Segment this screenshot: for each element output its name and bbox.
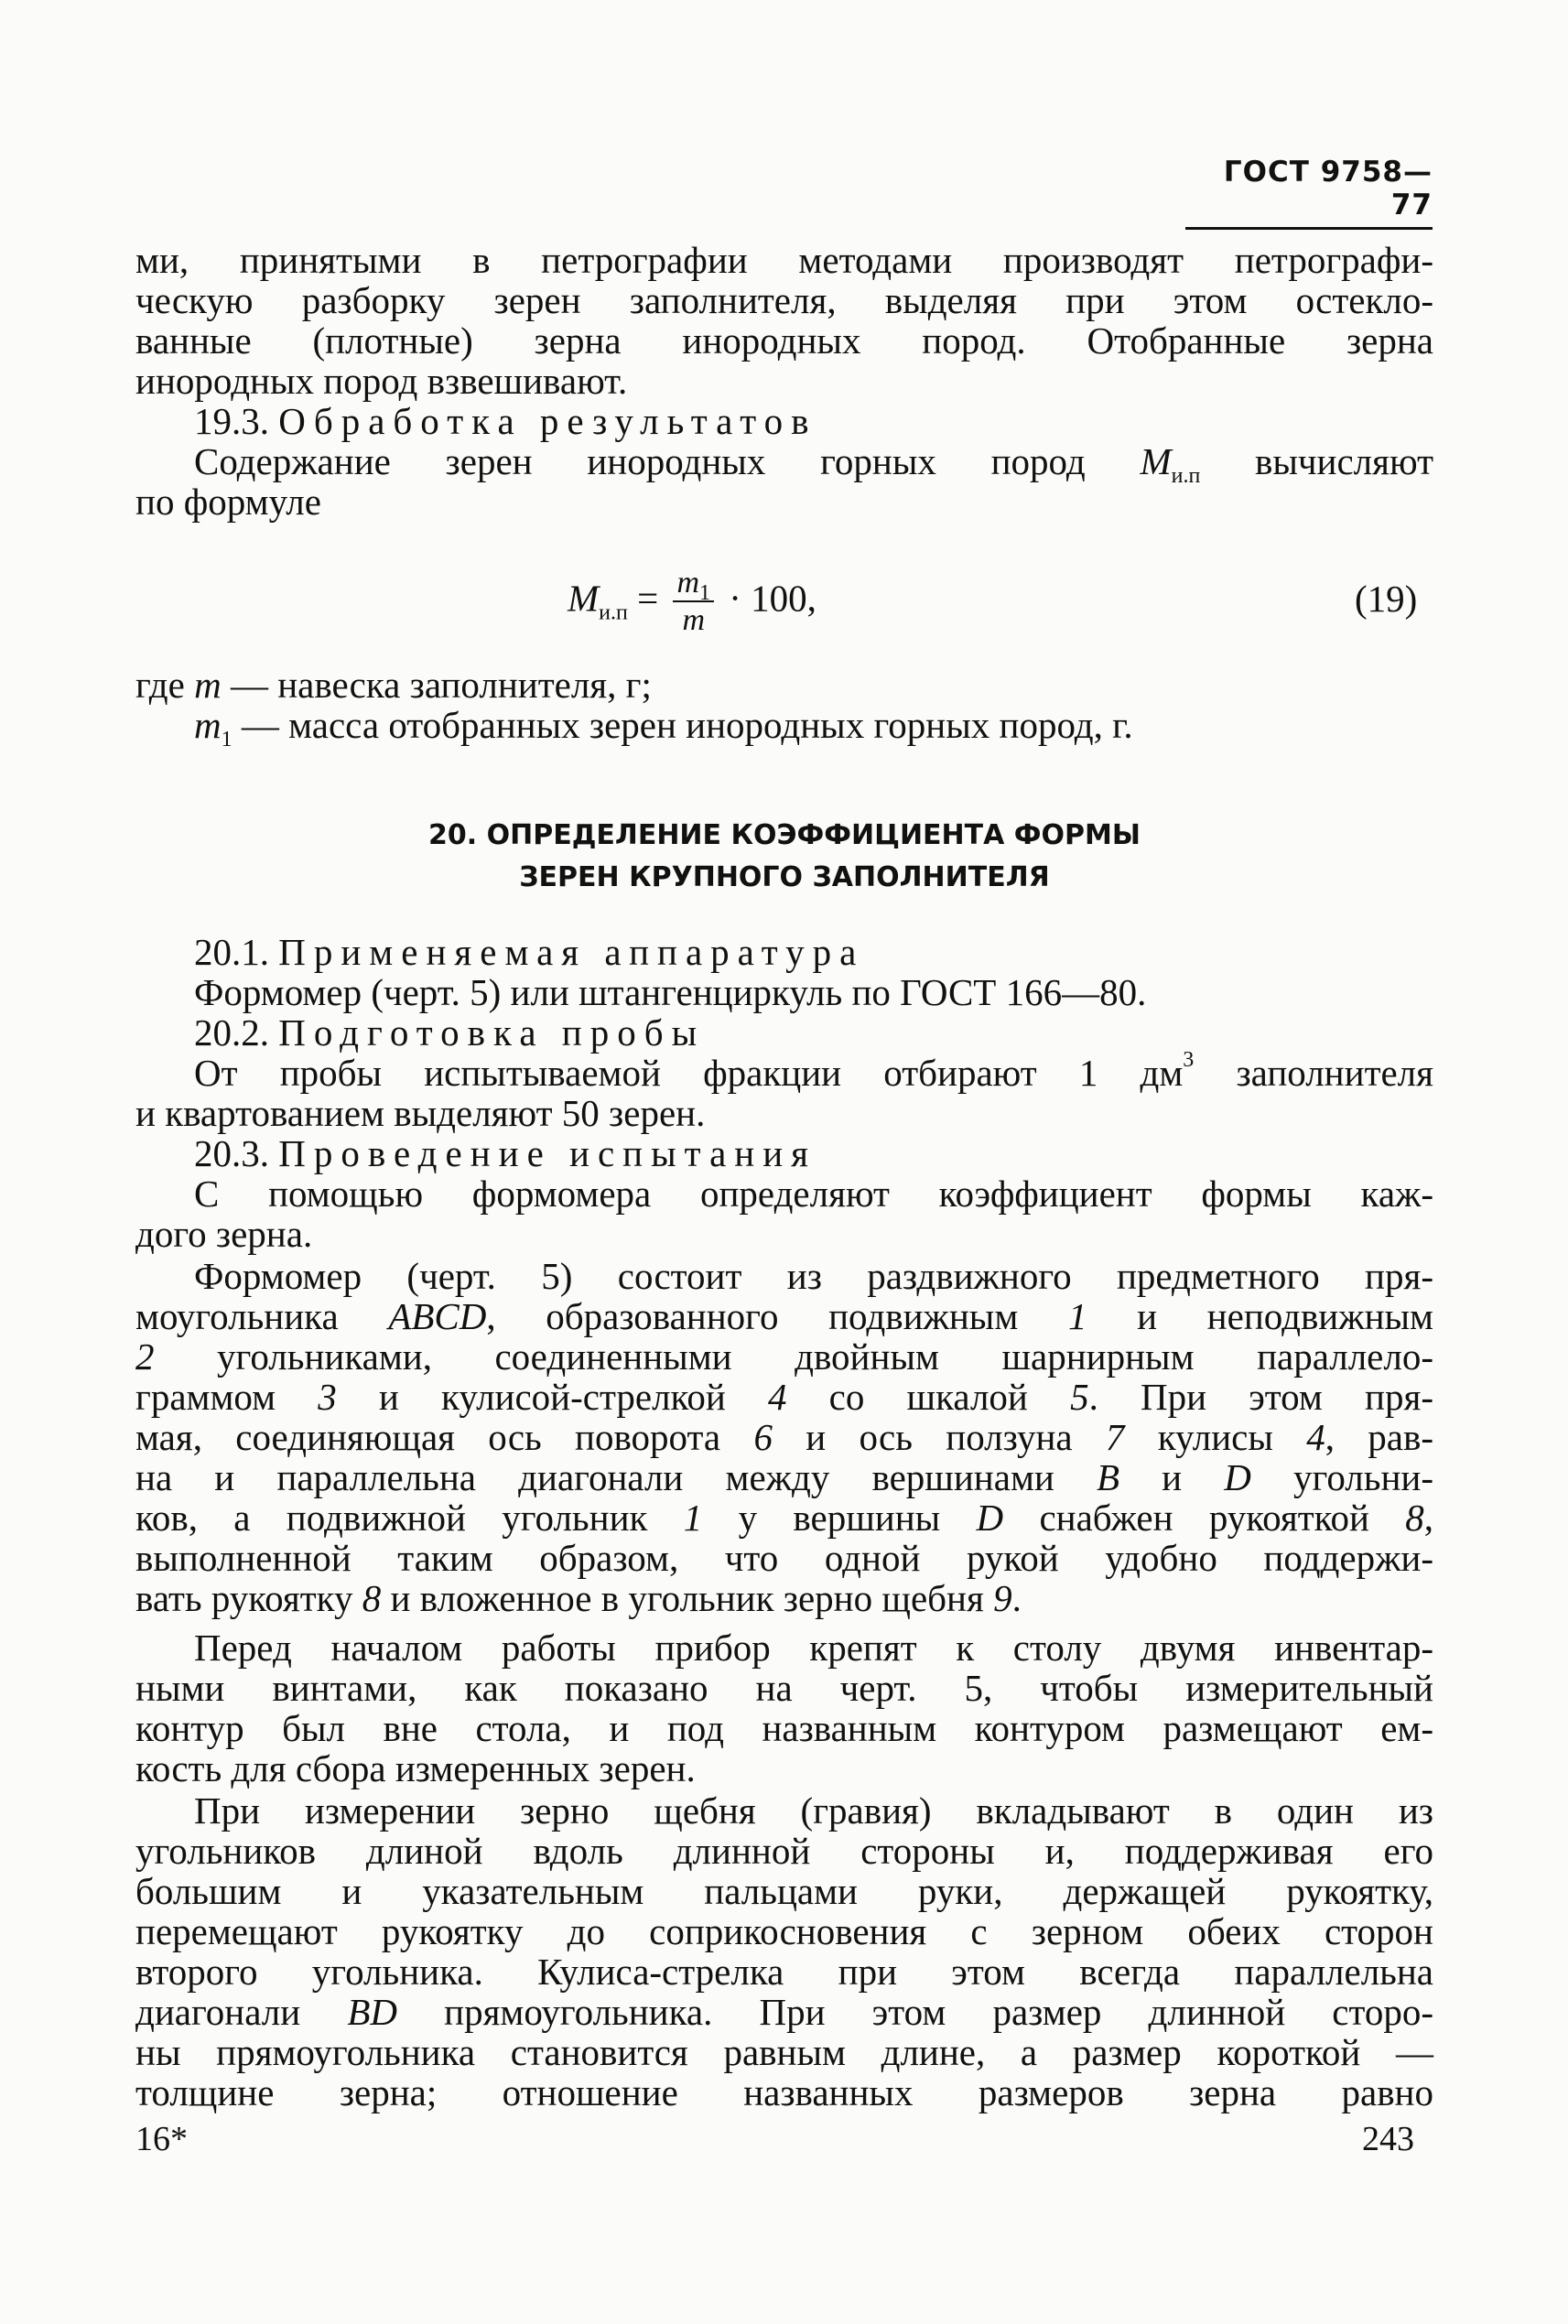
variable-definitions [135, 664, 1433, 752]
text-line: диагонали BD прямоугольника. При этом размер длинной сторо- [135, 1991, 1434, 2033]
formula-equals: = [637, 577, 659, 620]
text-line: Формомер (черт. 5) состоит из раздвижного предметного пря- [194, 1255, 1433, 1297]
text-line: ны прямоугольника становится равным длине, а размер короткой — [135, 2031, 1433, 2073]
content-paragraph [135, 441, 1433, 522]
measure-paragraph [135, 1790, 1433, 2113]
formula-lhs-subscript: и.п [599, 600, 628, 625]
subsection-title: Применяемая аппаратура [278, 931, 865, 973]
section-20-title [135, 815, 1433, 899]
text-line: При измерении зерно щебня (гравия) вкладывают в один из [194, 1789, 1433, 1832]
subsection-20-1 [135, 932, 1433, 1012]
section-title-line: 20. ОПРЕДЕЛЕНИЕ КОЭФФИЦИЕНТА ФОРМЫ [428, 819, 1141, 851]
formula-19 [568, 566, 816, 639]
formula-numerator: $m_1$ [673, 566, 714, 602]
text-line: граммом 3 и кулисой-стрелкой 4 со шкалой 5. При этом пря- [135, 1376, 1433, 1418]
subsection-number: 20.1. [194, 931, 269, 973]
definition-m: где m — навеска заполнителя, г; [135, 664, 652, 706]
subsection-title: Проведение испытания [278, 1132, 817, 1174]
text-line: С помощью формомера определяют коэффициент формы каж- [194, 1173, 1433, 1215]
text-line: и квартованием выделяют 50 зерен. [135, 1092, 706, 1134]
text-line: ческую разборку зерен заполнителя, выделяя при этом остекло- [135, 279, 1433, 321]
device-paragraph [135, 1256, 1433, 1618]
definition-m1: $m_1$ — масса отобранных зерен инородных горных пород, г. [194, 704, 1133, 752]
subsection-title: Подготовка пробы [278, 1011, 706, 1054]
document-code: ГОСТ 9758—77 [1185, 156, 1433, 230]
text-line: дого зерна. [135, 1213, 313, 1255]
text-line: второго угольника. Кулиса-стрелка при этом всегда параллельна [135, 1951, 1433, 1993]
formula-fraction [673, 566, 714, 639]
subsection-20-2 [135, 1012, 1433, 1133]
text-line: Перед началом работы прибор крепят к столу двумя инвентар- [194, 1627, 1433, 1669]
text-line: ными винтами, как показано на черт. 5, чтобы измерительный [135, 1667, 1433, 1709]
text-line: ванные (плотные) зерна инородных пород. Отобранные зерна [135, 319, 1433, 362]
text-line: мая, соединяющая ось поворота 6 и ось ползуна 7 кулисы 4, рав- [135, 1416, 1433, 1458]
text-line: толщине зерна; отношение названных размеров зерна равно [135, 2071, 1433, 2113]
subsection-title: Обработка результатов [278, 400, 817, 442]
formula-lhs: M [568, 577, 600, 620]
text-line: контур был вне стола, и под названным контуром размещают ем- [135, 1707, 1433, 1749]
formula-denominator: m [682, 603, 706, 637]
text-line: Содержание зерен инородных горных пород $M_{и.п}$ вычисляют [194, 440, 1434, 489]
mount-paragraph [135, 1627, 1433, 1789]
text-line: большим и указательным пальцами руки, держащей рукоятку, [135, 1870, 1433, 1912]
text-line: От пробы испытываемой фракции отбирают 1 $дм^3$ заполнителя [194, 1048, 1433, 1094]
text-line: инородных пород взвешивают. [135, 360, 628, 402]
text-line: по формуле [135, 481, 321, 523]
subsection-number: 20.2. [194, 1011, 269, 1054]
text-line: ми, принятыми в петрографии методами производят петрографи- [135, 239, 1433, 281]
text-line: перемещают рукоятку до соприкосновения с зерном обеих сторон [135, 1910, 1433, 1952]
formula-number: (19) [1355, 578, 1418, 620]
section-title-line: ЗЕРЕН КРУПНОГО ЗАПОЛНИТЕЛЯ [519, 861, 1050, 893]
signature-mark: 16* [135, 2120, 188, 2158]
intro-paragraph [135, 240, 1433, 401]
text-line: выполненной таким образом, что одной рукой удобно поддержи- [135, 1537, 1433, 1579]
formula-rest: · 100, [729, 577, 816, 620]
text-line: 2 угольниками, соединенными двойным шарнирным параллело- [135, 1335, 1433, 1378]
symbol-subscript: и.п [1171, 464, 1201, 489]
text-line: кость для сбора измеренных зерен. [135, 1747, 696, 1789]
text-line: Формомер (черт. 5) или штангенциркуль по ГОСТ 166—80. [194, 971, 1147, 1013]
text-line: моугольника ABCD, образованного подвижным 1 и неподвижным [135, 1295, 1434, 1337]
subsection-19-3-heading [135, 401, 1433, 441]
subsection-20-3 [135, 1133, 1433, 1254]
subsection-number: 20.3. [194, 1132, 269, 1174]
text-line: на и параллельна диагонали между вершинами B и D угольни- [135, 1456, 1433, 1498]
text-line: угольников длиной вдоль длинной стороны и, поддерживая его [135, 1830, 1433, 1872]
page-number: 243 [1362, 2120, 1414, 2158]
text-line: ков, а подвижной угольник 1 у вершины D снабжен рукояткой 8, [135, 1497, 1433, 1539]
symbol-M: M [1140, 440, 1172, 482]
subsection-number: 19.3. [194, 400, 269, 442]
text-line: вать рукоятку 8 и вложенное в угольник зерно щебня 9. [135, 1577, 1022, 1619]
